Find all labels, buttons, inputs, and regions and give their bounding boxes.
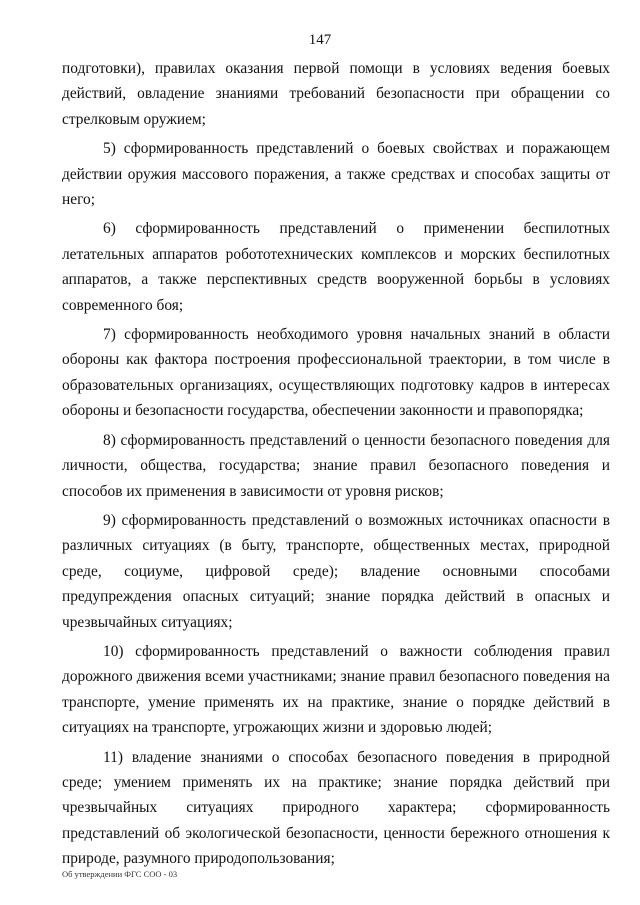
paragraph-item-10: 10) сформированность представлений о важности соблюдения правил дорожного движения всеми участниками; знание правил безопасного поведения на транспорте, умение применять их на практике, знание о порядке действий в ситуациях на транспорте, угрожающих жизни и здоровью людей; — [62, 642, 610, 737]
document-footer: Об утверждении ФГС СОО - 03 — [62, 869, 178, 879]
paragraph-item-6: 6) сформированность представлений о применении беспилотных летательных аппаратов робототехнических комплексов и морских беспилотных аппаратов, а также перспективных средств вооруженной борьбы в условиях современного боя; — [62, 220, 610, 314]
paragraph-item-7: 7) сформированность необходимого уровня начальных знаний в области обороны как фактора построения профессиональной траектории, в том числе в образовательных организациях, осуществляющих подготовку кадров в интересах обороны и безопасности государства, обеспечении законности и правопорядка; — [62, 326, 610, 420]
paragraph-item-5: 5) сформированность представлений о боевых свойствах и поражающем действии оружия массового поражения, а также средствах и способах защиты от него; — [62, 140, 610, 209]
paragraph-continuation: подготовки), правилах оказания первой помощи в условиях ведения боевых действий, овладение знаниями требований безопасности при обращении со стрелковым оружием; — [62, 60, 610, 128]
document-body — [62, 56, 610, 872]
paragraph-item-11: 11) владение знаниями о способах безопасного поведения в природной среде; умением применять их на практике; знание порядка действий при чрезвычайных ситуациях природного характера; сформированность представлений об экологической безопасности, ценности бережного отношения к природе, разумного природопользования; — [62, 748, 610, 868]
paragraph-item-9: 9) сформированность представлений о возможных источниках опасности в различных ситуациях (в быту, транспорте, общественных местах, природной среде, социуме, цифровой среде); владение основными способами предупреждения опасных ситуаций; знание порядка действий в опасных и чрезвычайных ситуациях; — [62, 511, 610, 631]
page-number: 147 — [308, 32, 332, 48]
paragraph-item-8: 8) сформированность представлений о ценности безопасного поведения для личности, общества, государства; знание правил безопасного поведения и способов их применения в зависимости от уровня рисков; — [62, 431, 610, 500]
